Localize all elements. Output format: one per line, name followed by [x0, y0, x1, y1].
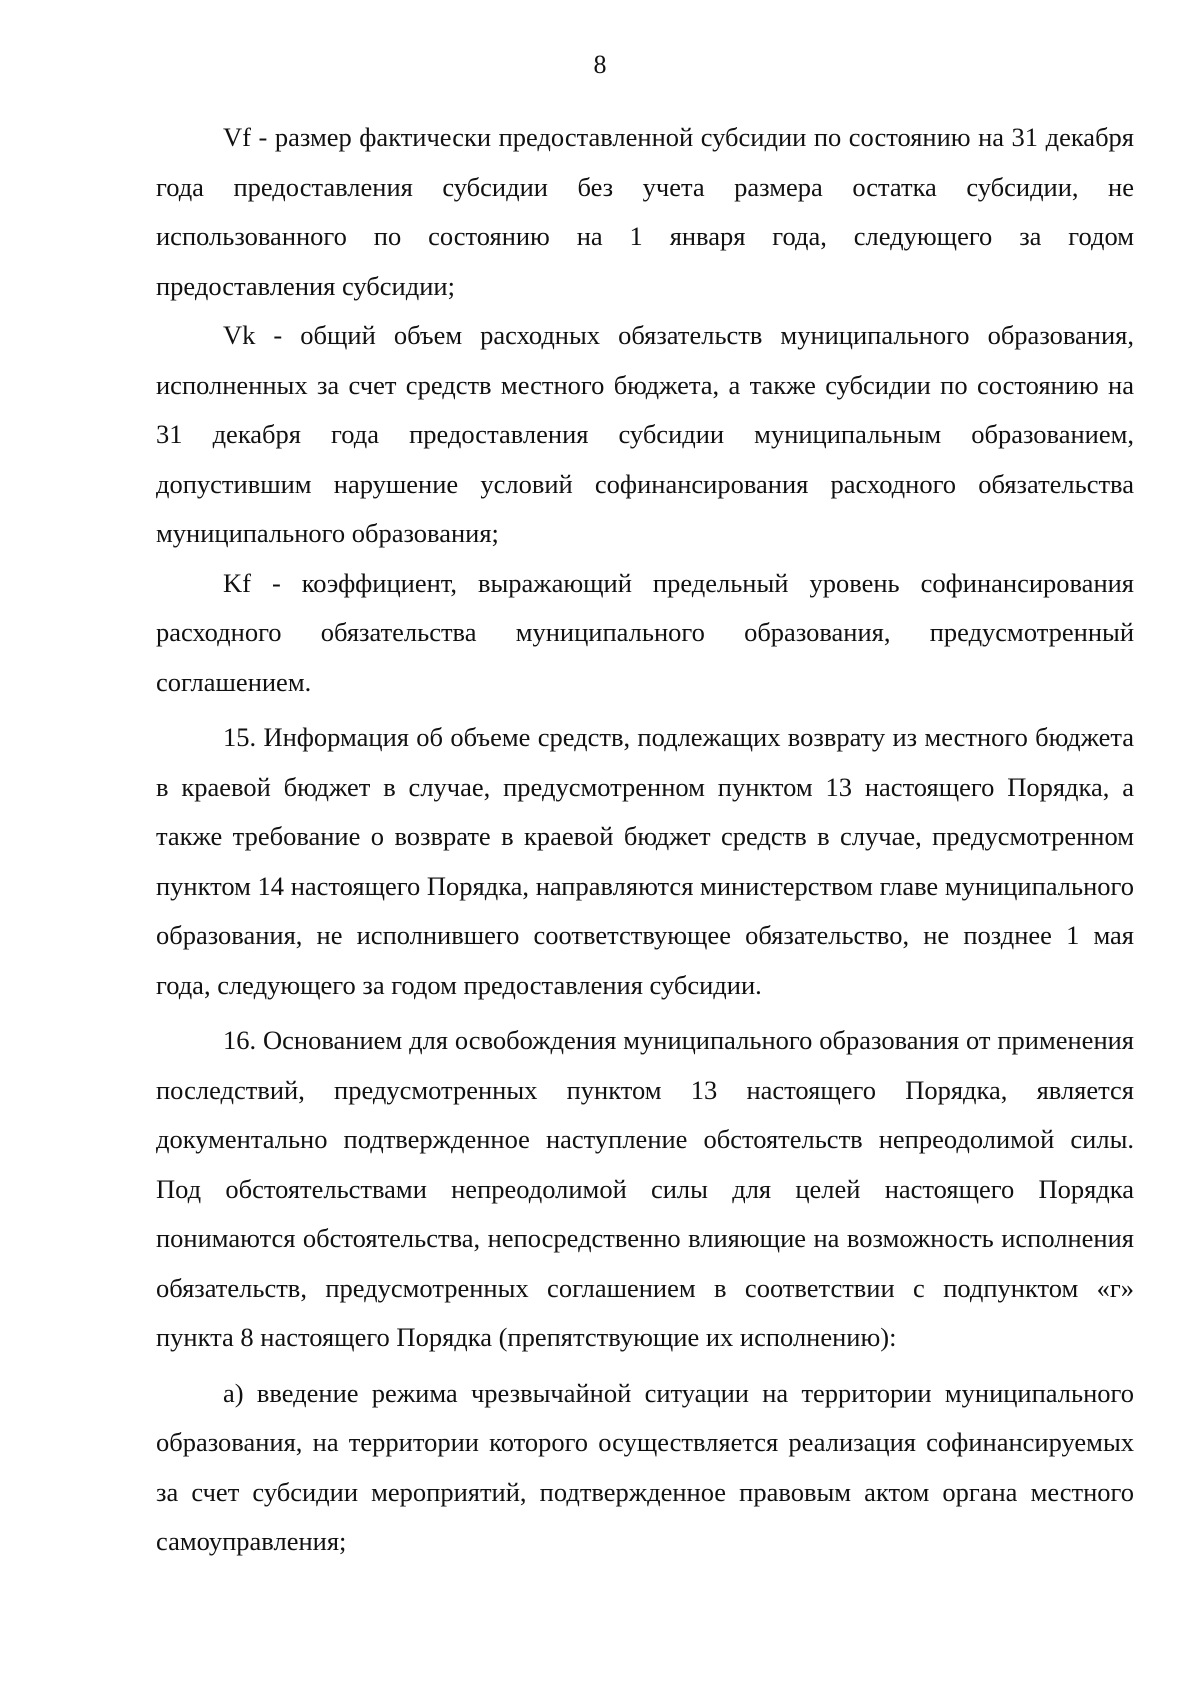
paragraph-clause-16: 16. Основанием для освобождения муниципального образования от применения последствий, предусмотренных пунктом 13 настоящего Порядка, является документально подтвержденное наступление обстоятельств непреодолимой силы. Под обстоятельствами непреодолимой силы для целей настоящего Порядка понимаются обстоятельства, непосредственно влияющие на возможность исполнения обязательств, предусмотренных соглашением в соответствии с подпунктом «г» пункта 8 настоящего Порядка (препятствующие их исполнению): [156, 1025, 1134, 1352]
paragraph-clause-15: 15. Информация об объеме средств, подлежащих возврату из местного бюджета в краевой бюджет в случае, предусмотренном пунктом 13 настоящего Порядка, а также требование о возврате в краевой бюджет средств в случае, предусмотренном пунктом 14 настоящего Порядка, направляются министерством главе муниципального образования, не исполнившего соответствующее обязательство, не позднее 1 мая года, следующего за годом предоставления субсидии. [156, 722, 1134, 1000]
paragraph-subclause-a: а) введение режима чрезвычайной ситуации на территории муниципального образования, на территории которого осуществляется реализация софинансируемых за счет субсидии мероприятий, подтвержденное правовым актом органа местного самоуправления; [156, 1377, 1134, 1556]
page-number: 8 [593, 50, 607, 79]
paragraph-kf-definition: Kf - коэффициент, выражающий предельный уровень софинансирования расходного обязательства муниципального образования, предусмотренный соглашением. [156, 567, 1134, 697]
document-body [156, 113, 1134, 1567]
paragraph-vk-definition: Vk - общий объем расходных обязательств муниципального образования, исполненных за счет средств местного бюджета, а также субсидии по состоянию на 31 декабря года предоставления субсидии муниципальным образованием, допустившим нарушение условий софинансирования расходного обязательства муниципального образования; [156, 320, 1134, 548]
paragraph-vf-definition: Vf - размер фактически предоставленной субсидии по состоянию на 31 декабря года предоставления субсидии без учета размера остатка субсидии, не использованного по состоянию на 1 января года, следующего за годом предоставления субсидии; [156, 122, 1134, 301]
